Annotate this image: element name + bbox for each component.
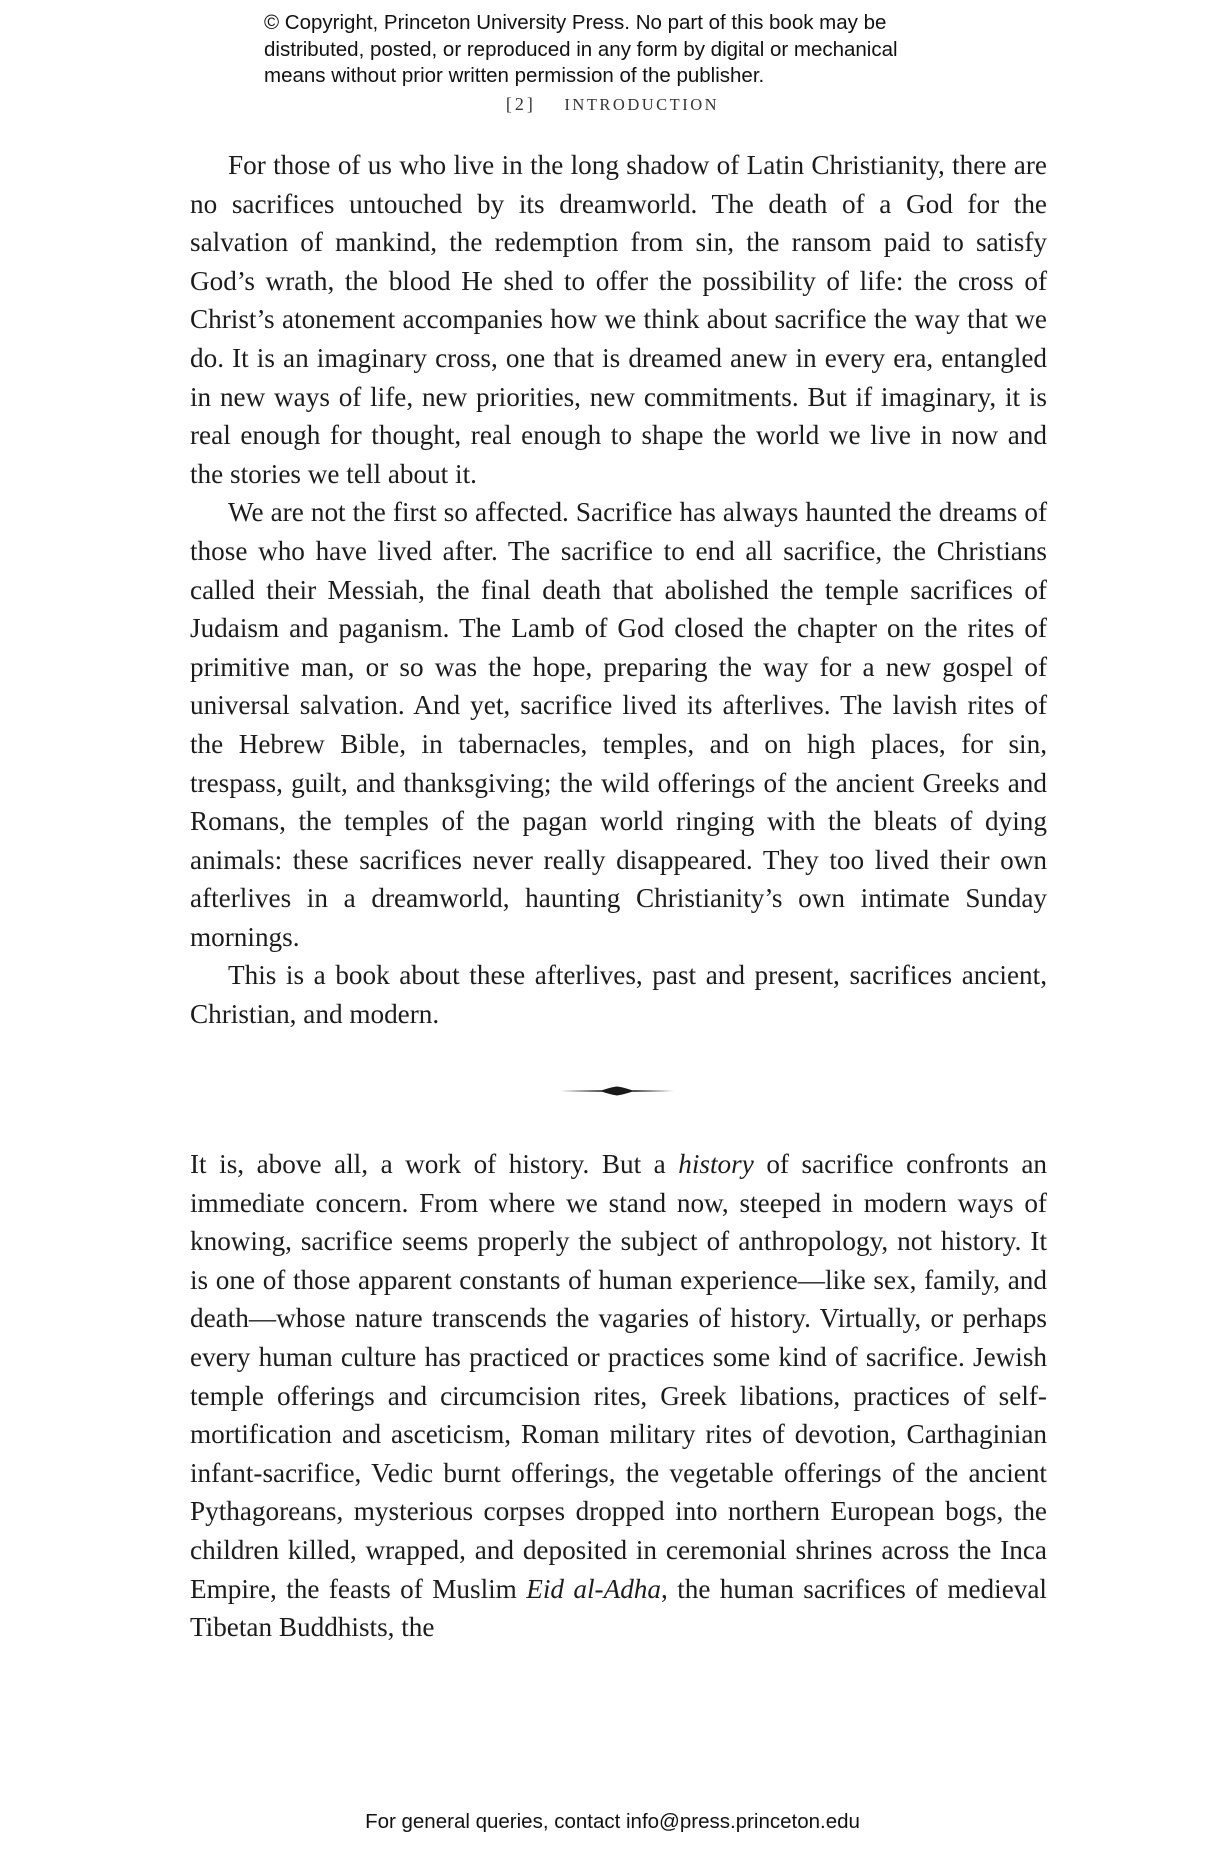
body-text-bottom [190,1145,1047,1647]
paragraph-4-part-3: , the human sacrifices of medieval Tibetan Buddhists, the [190,1573,1047,1643]
italic-eid-al-adha: Eid al-Adha [526,1573,661,1604]
section-break-ornament-icon [560,1083,674,1099]
copyright-notice [264,10,984,90]
copyright-line-3: means without prior written permission of the publisher. [264,64,765,87]
paragraph-4-part-2: of sacrifice confronts an immediate concern. From where we stand now, steeped in modern ways of knowing, sacrifice seems properly the subject of anthropology, not history. It is one of those apparent constants of human experience—like sex, family, and death—whose nature transcends the vagaries of history. Virtually, or perhaps every human culture has practiced or practices some kind of sacrifice. Jewish temple offerings and circumcision rites, Greek libations, practices of self-mortification and asceticism, Roman military rites of devotion, Carthaginian infant-sacrifice, Vedic burnt offerings, the vegetable offerings of the ancient Pythagoreans, mysterious corpses dropped into northern European bogs, the children killed, wrapped, and deposited in ceremonial shrines across the Inca Empire, the feasts of Muslim [190,1149,1047,1604]
body-text-top [190,146,1047,1034]
copyright-line-2: distributed, posted, or reproduced in any form by digital or mechanical [264,37,898,61]
italic-history: history [678,1149,754,1179]
paragraph-1: For those of us who live in the long shadow of Latin Christianity, there are no sacrifices untouched by its dreamworld. The death of a God for the salvation of mankind, the redemption from sin, the ransom paid to satisfy God’s wrath, the blood He shed to offer the possibility of life: the cross of Christ’s atonement accompanies how we think about sacrifice the way that we do. It is an imaginary cross, one that is dreamed anew in every era, entangled in new ways of life, new priorities, new commitments. But if imaginary, it is real enough for thought, real enough to shape the world we live in now and the stories we tell about it. [190,150,1047,489]
paragraph-4 [190,1145,1047,1647]
page-number: [2] [505,94,536,114]
paragraph-4-part-1: It is, above all, a work of history. But a [190,1149,679,1179]
copyright-line-1: © Copyright, Princeton University Press. No part of this book may be [264,11,887,34]
footer-contact: For general queries, contact info@press.princeton.edu [365,1810,860,1833]
paragraph-3: This is a book about these afterlives, past and present, sacrifices ancient, Christian, and modern. [190,960,1047,1030]
paragraph-2: We are not the first so affected. Sacrifice has always haunted the dreams of those who have lived after. The sacrifice to end all sacrifice, the Christians called their Messiah, the final death that abolished the temple sacrifices of Judaism and paganism. The Lamb of God closed the chapter on the rites of primitive man, or so was the hope, preparing the way for a new gospel of universal salvation. And yet, sacrifice lived its afterlives. The lavish rites of the Hebrew Bible, in tabernacles, temples, and on high places, for sin, trespass, guilt, and thanksgiving; the wild offerings of the ancient Greeks and Romans, the temples of the pagan world ringing with the bleats of dying animals: these sacrifices never really disappeared. They too lived their own afterlives in a dreamworld, haunting Christianity’s own intimate Sunday mornings. [190,497,1047,952]
chapter-title: INTRODUCTION [564,95,720,114]
running-head [0,94,1225,115]
